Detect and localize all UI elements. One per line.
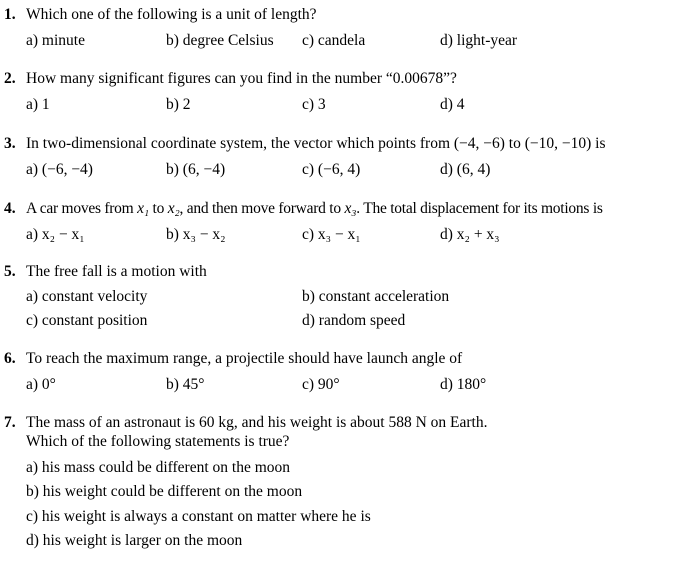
option-a: a) minute [26,32,85,49]
math-x2: x₂ [167,200,180,217]
question-stem [26,200,603,218]
question-stem: In two-dimensional coordinate system, the vector which points from (−4, −6) to (−10, −10) is [26,135,606,152]
option-a: a) his mass could be different on the moon [26,459,291,476]
stem-text: to [148,200,168,217]
option-d: d) light-year [440,32,518,49]
option-c: c) candela [302,32,366,49]
question-stem: To reach the maximum range, a projectile should have launch angle of [26,350,463,367]
option-a: a) 1 [26,96,50,113]
question-number: 1. [4,6,16,23]
option-a: a) (−6, −4) [26,161,93,178]
math-x3: x₃ [344,200,357,217]
question-number: 3. [4,135,16,152]
option-d: d) x₂ + x₃ [440,226,500,243]
option-c: c) his weight is always a constant on matter where he is [26,508,371,525]
question-number: 5. [4,263,16,280]
math-x1: x₁ [137,200,149,217]
option-b: b) x₃ − x₂ [166,226,226,243]
option-b: b) 2 [166,96,191,113]
option-c: c) x₃ − x₁ [302,226,361,243]
option-b: b) (6, −4) [166,161,226,178]
stem-text: A car moves from [26,200,138,217]
option-b: b) 45° [166,376,205,393]
stem-text: . The total displacement for its motions is [356,200,603,217]
option-c: c) 3 [302,96,326,113]
question-number: 2. [4,70,16,87]
question-number: 6. [4,350,16,367]
option-a: a) constant velocity [26,288,148,305]
option-b: b) degree Celsius [166,32,274,49]
question-number: 4. [4,200,16,217]
option-a: a) 0° [26,376,56,393]
question-stem: The mass of an astronaut is 60 kg, and his weight is about 588 N on Earth. [26,414,488,431]
option-d: d) 4 [440,96,465,113]
question-stem: Which one of the following is a unit of length? [26,6,317,23]
option-c: c) constant position [26,312,148,329]
option-d: d) random speed [302,312,406,329]
option-b: b) his weight could be different on the moon [26,483,303,500]
option-c: c) (−6, 4) [302,161,361,178]
option-c: c) 90° [302,376,340,393]
option-a: a) x₂ − x₁ [26,226,85,243]
question-number: 7. [4,414,16,431]
stem-text: , and then move forward to [179,200,345,217]
question-stem: The free fall is a motion with [26,263,207,280]
question-stem: How many significant figures can you find in the number “0.00678”? [26,70,457,87]
option-b: b) constant acceleration [302,288,450,305]
question-stem-line-2: Which of the following statements is true? [26,433,290,450]
option-d: d) 180° [440,376,487,393]
option-d: d) his weight is larger on the moon [26,532,243,549]
option-d: d) (6, 4) [440,161,491,178]
